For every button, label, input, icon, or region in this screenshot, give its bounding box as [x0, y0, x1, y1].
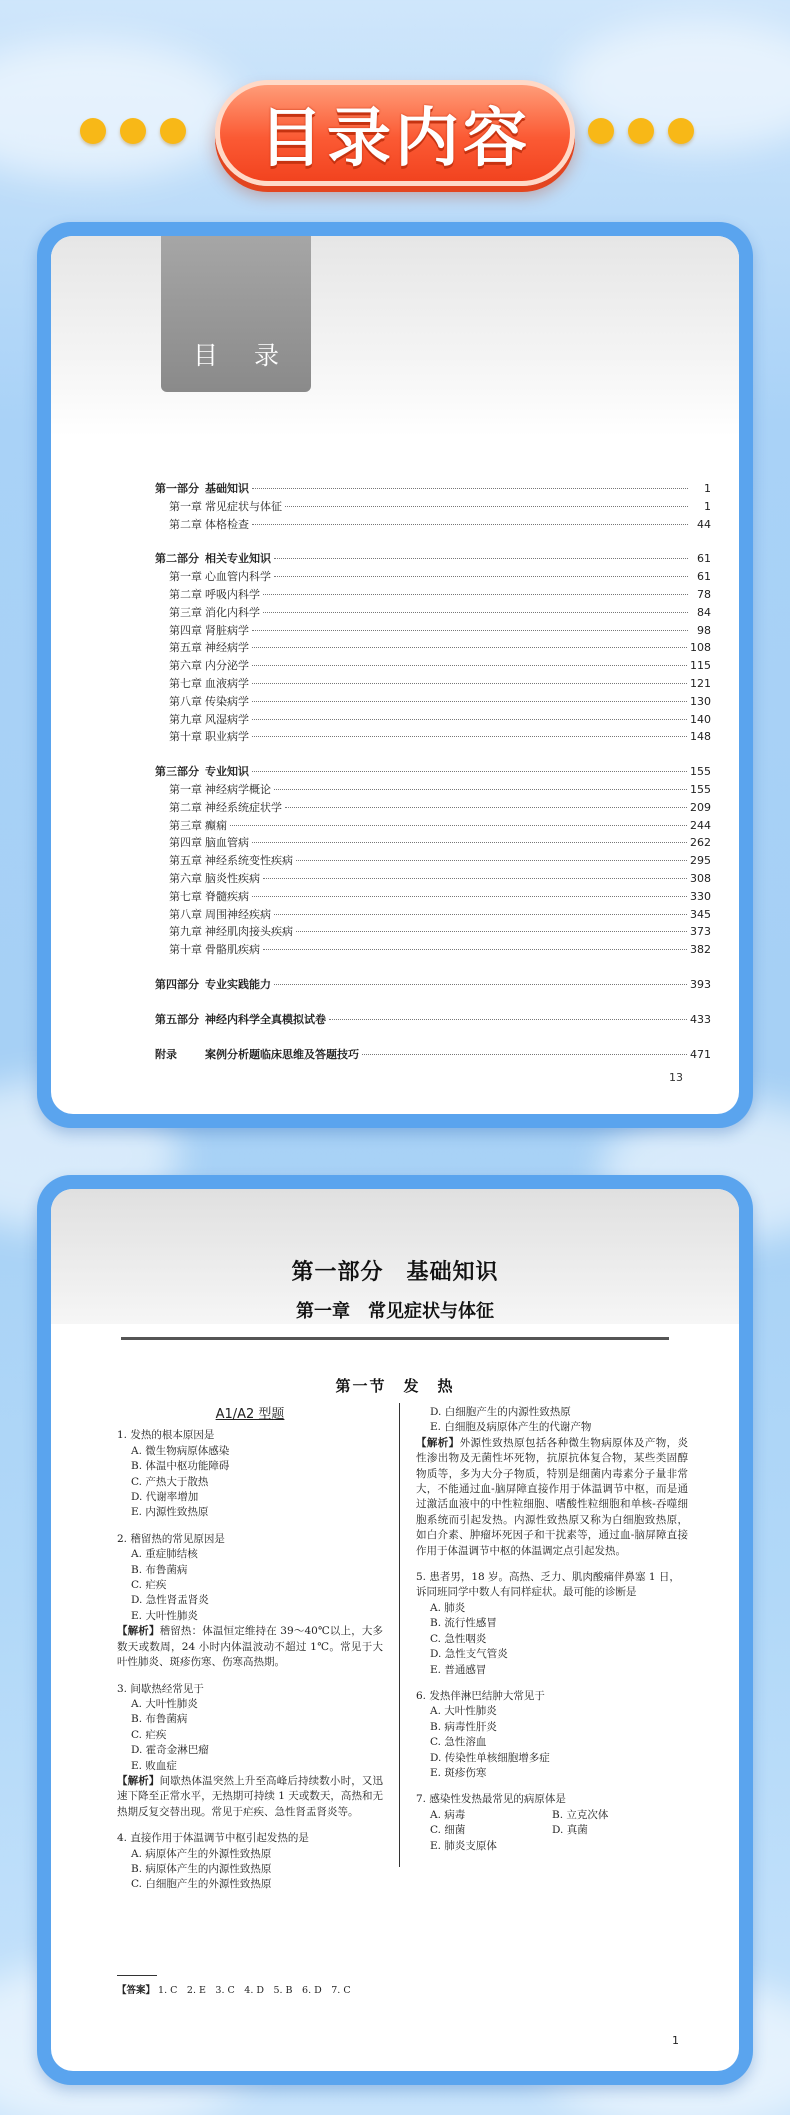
toc-leader-dots: [274, 914, 687, 915]
explanation-label: 【解析】: [117, 1774, 160, 1787]
toc-heading-tab: [161, 236, 311, 392]
toc-row-name: 周围神经疾病: [205, 907, 271, 921]
toc-row-name: 癫痫: [205, 818, 227, 832]
toc-leader-dots: [263, 949, 687, 950]
toc-leader-dots: [252, 719, 687, 720]
option: E. 斑疹伤寒: [430, 1766, 487, 1779]
toc-chapter-row: [155, 657, 711, 675]
toc-chapter-row: [155, 870, 711, 888]
option: C. 疟疾: [131, 1579, 167, 1592]
toc-list: [155, 480, 711, 1080]
option: C. 疟疾: [131, 1728, 167, 1741]
explanation: [416, 1436, 688, 1559]
explanation: [117, 1624, 383, 1670]
toc-leader-dots: [252, 701, 687, 702]
toc-row-label: 第八章: [169, 907, 202, 921]
toc-row-label: 第二章: [169, 800, 202, 814]
question: [117, 1532, 383, 1671]
option: C. 细菌: [430, 1824, 466, 1837]
answers-label: 【答案】: [117, 1985, 156, 1996]
toc-row-name: 案例分析题临床思维及答题技巧: [205, 1047, 359, 1061]
question-stem: 1. 发热的根本原因是: [117, 1429, 215, 1442]
toc-leader-dots: [230, 825, 687, 826]
toc-leader-dots: [252, 647, 687, 648]
option: B. 病毒性肝炎: [430, 1720, 497, 1733]
option-row: [416, 1808, 688, 1823]
question: [117, 1682, 383, 1821]
explanation-label: 【解析】: [117, 1625, 160, 1638]
toc-row-page: 84: [697, 605, 711, 619]
toc-leader-dots: [329, 1019, 687, 1020]
dots-decoration-left: [80, 118, 186, 144]
toc-row-label: 第十章: [169, 730, 202, 744]
toc-row-page: 433: [690, 1012, 711, 1026]
option: E. 肺炎支原体: [430, 1839, 497, 1852]
toc-row-label: 第三章: [169, 605, 202, 619]
toc-row-name: 肾脏病学: [205, 623, 249, 637]
toc-chapter-row: [155, 498, 711, 516]
toc-leader-dots: [362, 1054, 687, 1055]
toc-row-label: 第十章: [169, 943, 202, 957]
toc-part-row: [155, 1046, 711, 1064]
toc-row-page: 130: [690, 694, 711, 708]
toc-leader-dots: [263, 594, 688, 595]
toc-row-label: 第三部分: [155, 765, 199, 779]
option-row: [416, 1823, 688, 1838]
option: B. 立克次体: [552, 1808, 609, 1821]
option: D. 霍奇金淋巴瘤: [131, 1744, 209, 1757]
toc-row-name: 神经病学概论: [205, 782, 271, 796]
toc-row-page: 382: [690, 943, 711, 957]
toc-row-name: 专业知识: [205, 765, 249, 779]
toc-leader-dots: [252, 665, 687, 666]
option: B. 布鲁菌病: [131, 1713, 188, 1726]
banner-title: 目录内容: [259, 102, 531, 176]
option: A. 重症肺结核: [131, 1548, 198, 1561]
toc-part-row: [155, 550, 711, 568]
question-continued: [416, 1405, 688, 1559]
section-title: 第一节 发 热: [335, 1377, 455, 1395]
toc-row-label: 第六章: [169, 659, 202, 673]
toc-row-label: 附录: [155, 1047, 177, 1061]
question-stem: 2. 稽留热的常见原因是: [117, 1532, 225, 1545]
option: A. 病毒: [430, 1808, 466, 1821]
toc-row-label: 第二部分: [155, 552, 199, 566]
answer-key: [117, 1982, 351, 1996]
toc-row-page: 345: [690, 907, 711, 921]
option: B. 流行性感冒: [430, 1617, 497, 1630]
option: D. 白细胞产生的内源性致热原: [430, 1406, 571, 1418]
toc-row-label: 第五部分: [155, 1012, 199, 1026]
option: B. 体温中枢功能障碍: [131, 1460, 230, 1473]
question-stem: 7. 感染性发热最常见的病原体是: [416, 1793, 566, 1806]
option: D. 传染性单核细胞增多症: [430, 1751, 550, 1764]
option: C. 白细胞产生的外源性致热原: [131, 1878, 272, 1891]
toc-chapter-row: [155, 711, 711, 729]
toc-chapter-row: [155, 516, 711, 534]
toc-row-name: 呼吸内科学: [205, 587, 260, 601]
toc-leader-dots: [263, 878, 687, 879]
toc-row-label: 第八章: [169, 694, 202, 708]
toc-row-page: 121: [690, 676, 711, 690]
toc-row-page: 244: [690, 818, 711, 832]
column-divider: [399, 1403, 400, 1867]
toc-row-label: 第一章: [169, 782, 202, 796]
toc-leader-dots: [252, 771, 687, 772]
toc-row-label: 第五章: [169, 641, 202, 655]
header-rule: [121, 1337, 669, 1340]
toc-leader-dots: [252, 842, 687, 843]
question: [416, 1570, 688, 1678]
option: C. 急性咽炎: [430, 1632, 487, 1645]
toc-group: [155, 480, 711, 533]
content-card: [37, 1175, 753, 2085]
option: D. 急性肾盂肾炎: [131, 1594, 209, 1607]
toc-row-page: 373: [690, 925, 711, 939]
toc-row-page: 1: [704, 499, 711, 513]
question-stem: 4. 直接作用于体温调节中枢引起发热的是: [117, 1832, 309, 1845]
toc-row-page: 61: [697, 570, 711, 584]
toc-group: [155, 763, 711, 959]
toc-part-row: [155, 763, 711, 781]
toc-row-page: 115: [690, 659, 711, 673]
toc-chapter-row: [155, 586, 711, 604]
toc-leader-dots: [285, 807, 687, 808]
toc-row-name: 神经系统变性疾病: [205, 854, 293, 868]
toc-chapter-row: [155, 568, 711, 586]
toc-chapter-row: [155, 817, 711, 835]
part-title: 第一部分 基础知识: [291, 1259, 499, 1285]
left-column: [117, 1405, 383, 1904]
question: [117, 1428, 383, 1520]
toc-part-row: [155, 480, 711, 498]
toc-group: [155, 550, 711, 746]
toc-group: [155, 1011, 711, 1029]
question: [117, 1831, 383, 1893]
option: E. 白细胞及病原体产生的代谢产物: [430, 1421, 592, 1434]
toc-group: [155, 1046, 711, 1064]
toc-chapter-row: [155, 622, 711, 640]
toc-row-name: 内分泌学: [205, 659, 249, 673]
toc-card: [37, 222, 753, 1128]
toc-leader-dots: [252, 524, 688, 525]
question-stem: 3. 间歇热经常见于: [117, 1682, 204, 1695]
option: E. 内源性致热原: [131, 1506, 209, 1519]
option: E. 大叶性肺炎: [131, 1609, 198, 1622]
toc-row-name: 血液病学: [205, 676, 249, 690]
toc-row-name: 神经肌肉接头疾病: [205, 925, 293, 939]
toc-row-page: 148: [690, 730, 711, 744]
right-column: [416, 1405, 688, 1865]
option: C. 急性溶血: [430, 1736, 487, 1749]
answers-rule: [117, 1975, 157, 1976]
toc-row-label: 第七章: [169, 676, 202, 690]
option: B. 病原体产生的内源性致热原: [131, 1862, 272, 1875]
toc-row-name: 常见症状与体征: [205, 499, 282, 513]
toc-row-name: 相关专业知识: [205, 552, 271, 566]
explanation-text: 间歇热体温突然上升至高峰后持续数小时，又迅速下降至正常水平，无热期可持续 1 天或数天，高热和无热期反复交替出现。常见于疟疾、急性肾盂肾炎等。: [117, 1774, 384, 1818]
toc-leader-dots: [252, 630, 688, 631]
option: A. 微生物病原体感染: [131, 1444, 230, 1457]
option: D. 真菌: [552, 1824, 588, 1837]
content-page-number: 1: [672, 2034, 679, 2047]
toc-row-name: 专业实践能力: [205, 977, 271, 991]
question-stem: 5. 患者男，18 岁。高热、乏力、肌肉酸痛伴鼻塞 1 日，诉同班同学中数人有同样症状。最可能的诊断是: [416, 1571, 680, 1599]
toc-row-label: 第一部分: [155, 482, 199, 495]
toc-row-page: 471: [690, 1047, 711, 1061]
option: A. 肺炎: [430, 1601, 466, 1614]
toc-chapter-row: [155, 906, 711, 924]
explanation-text: 外源性致热原包括各种微生物病原体及产物，炎性渗出物及无菌性坏死物，抗原抗体复合物，某些类固醇物质等，多为大分子物质，特别是细菌内毒素分子量非常大，不能通过血-脑屏障直接作用于体温调节中枢，而是通过激活血液中的中性粒细胞、嗜酸性粒细胞和单核-吞噬细胞系统而引起发热。内源性致热原又称为白细胞致热原，如白介素、肿瘤坏死因子和干扰素等，通过血-脑屏障直接作用于体温调节中枢的体温调定点引起发热。: [416, 1436, 689, 1557]
option: E. 普通感冒: [430, 1663, 487, 1676]
toc-row-page: 140: [690, 712, 711, 726]
toc-chapter-row: [155, 675, 711, 693]
toc-row-page: 262: [690, 836, 711, 850]
toc-row-page: 393: [690, 977, 711, 991]
toc-row-page: 330: [690, 889, 711, 903]
toc-row-page: 295: [690, 854, 711, 868]
toc-chapter-row: [155, 923, 711, 941]
toc-part-row: [155, 976, 711, 994]
question-stem: 6. 发热伴淋巴结肿大常见于: [416, 1689, 545, 1702]
toc-leader-dots: [274, 789, 687, 790]
toc-header-shade: [51, 236, 739, 436]
question: [416, 1689, 688, 1781]
toc-chapter-row: [155, 781, 711, 799]
toc-row-name: 心血管内科学: [205, 570, 271, 584]
toc-leader-dots: [285, 506, 688, 507]
question-type-label: A1/A2 型题: [215, 1407, 285, 1422]
toc-group: [155, 976, 711, 994]
toc-chapter-row: [155, 604, 711, 622]
toc-chapter-row: [155, 799, 711, 817]
toc-page-number: 13: [669, 1071, 683, 1084]
option: D. 代谢率增加: [131, 1491, 199, 1504]
toc-leader-dots: [252, 683, 687, 684]
toc-leader-dots: [252, 896, 687, 897]
toc-chapter-row: [155, 693, 711, 711]
toc-row-name: 风湿病学: [205, 712, 249, 726]
toc-row-label: 第一章: [169, 570, 202, 584]
toc-leader-dots: [274, 558, 688, 559]
toc-row-page: 155: [690, 765, 711, 779]
toc-row-name: 基础知识: [205, 482, 249, 495]
toc-row-page: 1: [704, 482, 711, 495]
toc-leader-dots: [252, 736, 687, 737]
toc-row-label: 第六章: [169, 871, 202, 885]
toc-row-label: 第四章: [169, 623, 202, 637]
toc-row-page: 308: [690, 871, 711, 885]
toc-row-name: 职业病学: [205, 730, 249, 744]
toc-chapter-row: [155, 888, 711, 906]
answers-text: 1. C 2. E 3. C 4. D 5. B 6. D 7. C: [158, 1985, 351, 1996]
toc-row-page: 108: [690, 641, 711, 655]
toc-chapter-row: [155, 728, 711, 746]
toc-row-page: 98: [697, 623, 711, 637]
toc-row-page: 155: [690, 782, 711, 796]
toc-row-label: 第二章: [169, 517, 202, 531]
content-page: [51, 1189, 739, 2071]
toc-page: [51, 236, 739, 1114]
option: A. 大叶性肺炎: [131, 1697, 198, 1710]
toc-chapter-row: [155, 639, 711, 657]
toc-chapter-row: [155, 941, 711, 959]
toc-row-name: 体格检查: [205, 517, 249, 531]
toc-leader-dots: [296, 931, 687, 932]
toc-row-name: 脊髓疾病: [205, 889, 249, 903]
question-type-heading: [117, 1407, 383, 1422]
toc-row-label: 第五章: [169, 854, 202, 868]
toc-row-label: 第四章: [169, 836, 202, 850]
toc-leader-dots: [296, 860, 687, 861]
question: [416, 1792, 688, 1854]
toc-row-label: 第三章: [169, 818, 202, 832]
toc-heading: 目 录: [193, 341, 293, 370]
toc-leader-dots: [263, 612, 688, 613]
toc-row-page: 209: [690, 800, 711, 814]
toc-row-label: 第九章: [169, 712, 202, 726]
option: C. 产热大于散热: [131, 1475, 209, 1488]
toc-row-label: 第九章: [169, 925, 202, 939]
explanation-text: 稽留热：体温恒定维持在 39～40℃以上，大多数天或数周，24 小时内体温波动不超过 1℃。常见于大叶性肺炎、斑疹伤寒、伤寒高热期。: [117, 1625, 384, 1669]
toc-leader-dots: [274, 576, 688, 577]
toc-row-page: 44: [697, 517, 711, 531]
toc-row-name: 消化内科学: [205, 605, 260, 619]
toc-leader-dots: [274, 984, 687, 985]
toc-chapter-row: [155, 852, 711, 870]
toc-row-name: 骨骼肌疾病: [205, 943, 260, 957]
toc-row-name: 神经病学: [205, 641, 249, 655]
toc-row-page: 61: [697, 552, 711, 566]
banner: [0, 0, 790, 210]
option: B. 布鲁菌病: [131, 1563, 188, 1576]
toc-row-name: 神经内科学全真模拟试卷: [205, 1012, 326, 1026]
toc-row-label: 第二章: [169, 587, 202, 601]
dots-decoration-right: [588, 118, 694, 144]
option: A. 病原体产生的外源性致热原: [131, 1847, 272, 1860]
toc-row-label: 第四部分: [155, 977, 199, 991]
toc-row-label: 第七章: [169, 889, 202, 903]
title-pill: [215, 80, 575, 186]
toc-leader-dots: [252, 488, 688, 489]
toc-row-name: 神经系统症状学: [205, 800, 282, 814]
toc-row-label: 第一章: [169, 499, 202, 513]
explanation: [117, 1774, 383, 1820]
option: D. 急性支气管炎: [430, 1648, 508, 1661]
chapter-title: 第一章 常见症状与体征: [296, 1301, 494, 1322]
explanation-label: 【解析】: [416, 1436, 460, 1449]
toc-row-name: 脑血管病: [205, 836, 249, 850]
toc-row-name: 脑炎性疾病: [205, 871, 260, 885]
toc-row-name: 传染病学: [205, 694, 249, 708]
option: E. 败血症: [131, 1759, 177, 1772]
toc-chapter-row: [155, 834, 711, 852]
option: A. 大叶性肺炎: [430, 1705, 497, 1718]
toc-row-page: 78: [697, 587, 711, 601]
toc-part-row: [155, 1011, 711, 1029]
